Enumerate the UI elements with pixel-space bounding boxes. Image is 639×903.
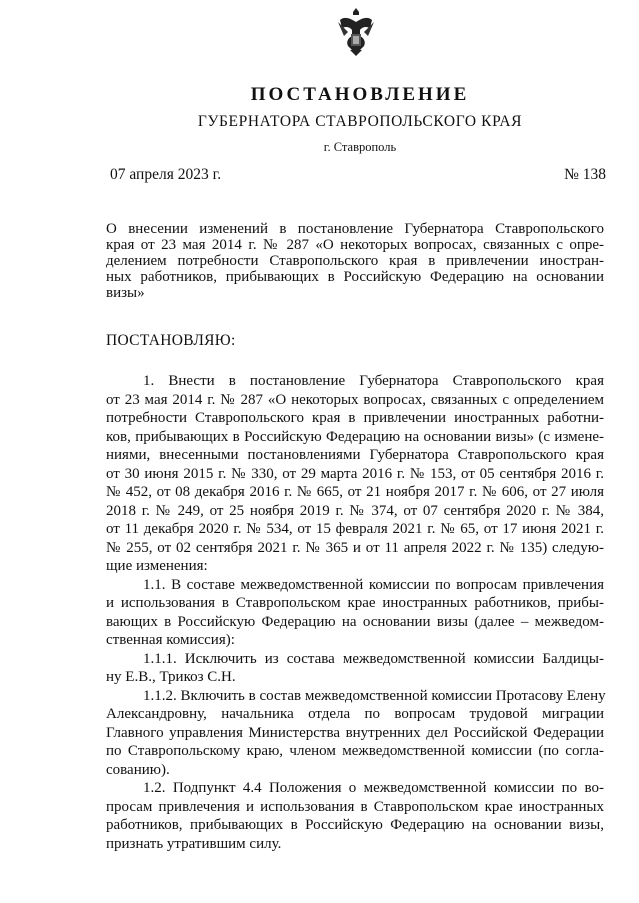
document-number: № 138 <box>564 166 606 183</box>
body-line: от 23 мая 2014 г. № 287 «О некоторых вопросах, связанных с определением <box>106 391 604 408</box>
subject-line: делением потребности Ставропольского края в привлечении иностран- <box>106 253 604 269</box>
issuer-title: ГУБЕРНАТОРА СТАВРОПОЛЬСКОГО КРАЯ <box>197 113 523 130</box>
body-line: 1.1.1. Исключить из состава межведомственной комиссии Балдицы- <box>143 650 604 667</box>
body-line: признать утратившим силу. <box>106 835 282 852</box>
document-type-title: ПОСТАНОВЛЕНИЕ <box>250 84 470 105</box>
body-line: 1. Внести в постановление Губернатора Ставропольского края <box>143 373 604 389</box>
body-line: от 30 июня 2015 г. № 330, от 29 марта 2016 г. № 153, от 05 сентября 2016 г. <box>106 465 604 482</box>
body-line: № 255, от 02 сентября 2021 г. № 365 и от 11 апреля 2022 г. № 135) следую- <box>106 539 604 556</box>
body-line: 1.1. В составе межведомственной комиссии по вопросам привлечения <box>143 576 604 593</box>
body-line: и использования в Ставропольском крае иностранных работников, прибы- <box>106 595 604 611</box>
subject-line: О внесении изменений в постановление Губернатора Ставропольского <box>106 221 604 237</box>
body-line: ну Е.В., Трикоз С.Н. <box>106 669 236 685</box>
subject-line: ных работников, прибывающих в Российскую Федерацию на основании <box>106 269 604 285</box>
document-body <box>106 372 604 853</box>
body-line: № 452, от 08 декабря 2016 г. № 665, от 21 ноября 2017 г. № 606, от 27 июля <box>106 484 604 500</box>
decree-heading: ПОСТАНОВЛЯЮ: <box>106 332 236 349</box>
subject-line: визы» <box>106 285 145 301</box>
body-line: вающих в Российскую Федерацию на основании визы (далее – межведом- <box>106 613 604 630</box>
body-line: от 11 декабря 2020 г. № 534, от 15 февраля 2021 г. № 65, от 17 июня 2021 г. <box>106 521 604 537</box>
city-label: г. Ставрополь <box>323 140 397 154</box>
body-line: ков, прибывающих в Российскую Федерацию на основании визы» (с измене- <box>106 428 604 445</box>
body-line: 1.2. Подпункт 4.4 Положения о межведомственной комиссии по во- <box>143 780 604 796</box>
subject-line: края от 23 мая 2014 г. № 287 «О некоторых вопросах, связанных с опре- <box>106 237 604 253</box>
body-line: сованию). <box>106 761 170 778</box>
coat-of-arms-icon <box>336 6 376 58</box>
body-line: просам привлечения и использования в Ставропольском крае иностранных <box>106 798 604 815</box>
body-line: Александровну, начальника отдела по вопросам трудовой миграции <box>106 706 604 722</box>
body-line: ниями, внесенными постановлениями Губернатора Ставропольского края <box>106 447 604 463</box>
body-line: работников, прибывающих в Российскую Федерацию на основании визы, <box>106 817 604 833</box>
body-line: по Ставропольскому краю, членом межведомственной комиссии (по согла- <box>106 743 604 759</box>
body-line: щие изменения: <box>106 558 208 574</box>
body-line: Главного управления Министерства внутренних дел Российской Федерации <box>106 724 604 741</box>
body-line: ственная комиссия): <box>106 632 235 648</box>
body-line: 1.1.2. Включить в состав межведомственной комиссии Протасову Елену <box>143 687 606 704</box>
body-line: потребности Ставропольского края в привлечении иностранных работни- <box>106 410 604 426</box>
document-subject <box>106 221 604 301</box>
body-line: 2018 г. № 249, от 25 ноября 2019 г. № 374, от 07 сентября 2020 г. № 384, <box>106 502 604 519</box>
document-date: 07 апреля 2023 г. <box>110 166 222 183</box>
